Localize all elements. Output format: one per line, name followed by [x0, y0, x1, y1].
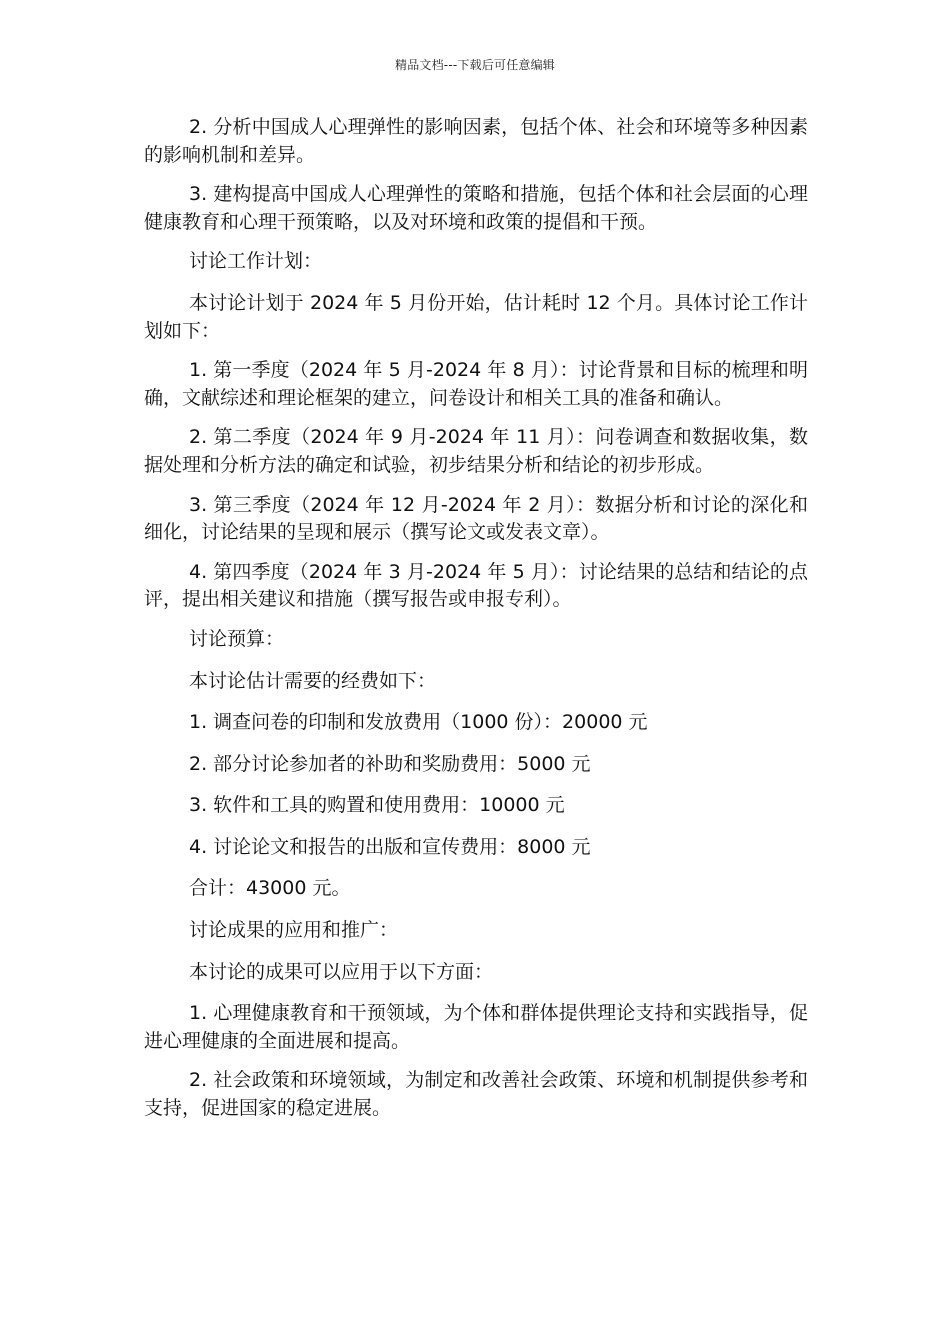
paragraph-plan-q2: 2. 第二季度（2024 年 9 月-2024 年 11 月）：问卷调查和数据收集，数据处理和分析方法的确定和试验，初步结果分析和结论的初步形成。 [144, 426, 808, 476]
section-heading-work-plan: 讨论工作计划： [189, 250, 323, 273]
section-heading-application: 讨论成果的应用和推广： [189, 919, 399, 942]
paragraph-plan-q3: 3. 第三季度（2024 年 12 月-2024 年 2 月）：数据分析和讨论的深化和细化，讨论结果的呈现和展示（撰写论文或发表文章）。 [144, 493, 808, 544]
paragraph-plan-q1: 1. 第一季度（2024 年 5 月-2024 年 8 月）：讨论背景和目标的梳理和明确，文献综述和理论框架的建立，问卷设计和相关工具的准备和确认。 [144, 359, 808, 409]
paragraph-plan-intro: 本讨论计划于 2024 年 5 月份开始，估计耗时 12 个月。具体讨论工作计划如下： [144, 291, 808, 342]
budget-total: 合计：43000 元。 [189, 877, 351, 900]
page-header: 精品文档---下载后可任意编辑 [395, 58, 555, 72]
paragraph-application-intro: 本讨论的成果可以应用于以下方面： [189, 960, 494, 983]
section-heading-budget: 讨论预算： [189, 627, 285, 650]
paragraph-application-1: 1. 心理健康教育和干预领域，为个体和群体提供理论支持和实践指导，促进心理健康的全面进展和提高。 [144, 1002, 808, 1052]
budget-item-2: 2. 部分讨论参加者的补助和奖励费用：5000 元 [189, 752, 591, 775]
paragraph-plan-q4: 4. 第四季度（2024 年 3 月-2024 年 5 月）：讨论结果的总结和结论的点评，提出相关建议和措施（撰写报告或申报专利）。 [144, 560, 808, 611]
paragraph-application-2: 2. 社会政策和环境领域，为制定和改善社会政策、环境和机制提供参考和支持，促进国家的稳定进展。 [144, 1069, 808, 1120]
budget-item-3: 3. 软件和工具的购置和使用费用：10000 元 [189, 794, 565, 817]
paragraph-objective-2: 2. 分析中国成人心理弹性的影响因素，包括个体、社会和环境等多种因素的影响机制和差异。 [144, 116, 808, 166]
document-body [144, 114, 808, 1135]
paragraph-budget-intro: 本讨论估计需要的经费如下： [189, 669, 437, 692]
budget-item-1: 1. 调查问卷的印制和发放费用（1000 份）：20000 元 [189, 711, 648, 734]
paragraph-objective-3: 3. 建构提高中国成人心理弹性的策略和措施，包括个体和社会层面的心理健康教育和心理干预策略，以及对环境和政策的提倡和干预。 [144, 183, 808, 233]
budget-item-4: 4. 讨论论文和报告的出版和宣传费用：8000 元 [189, 835, 591, 858]
